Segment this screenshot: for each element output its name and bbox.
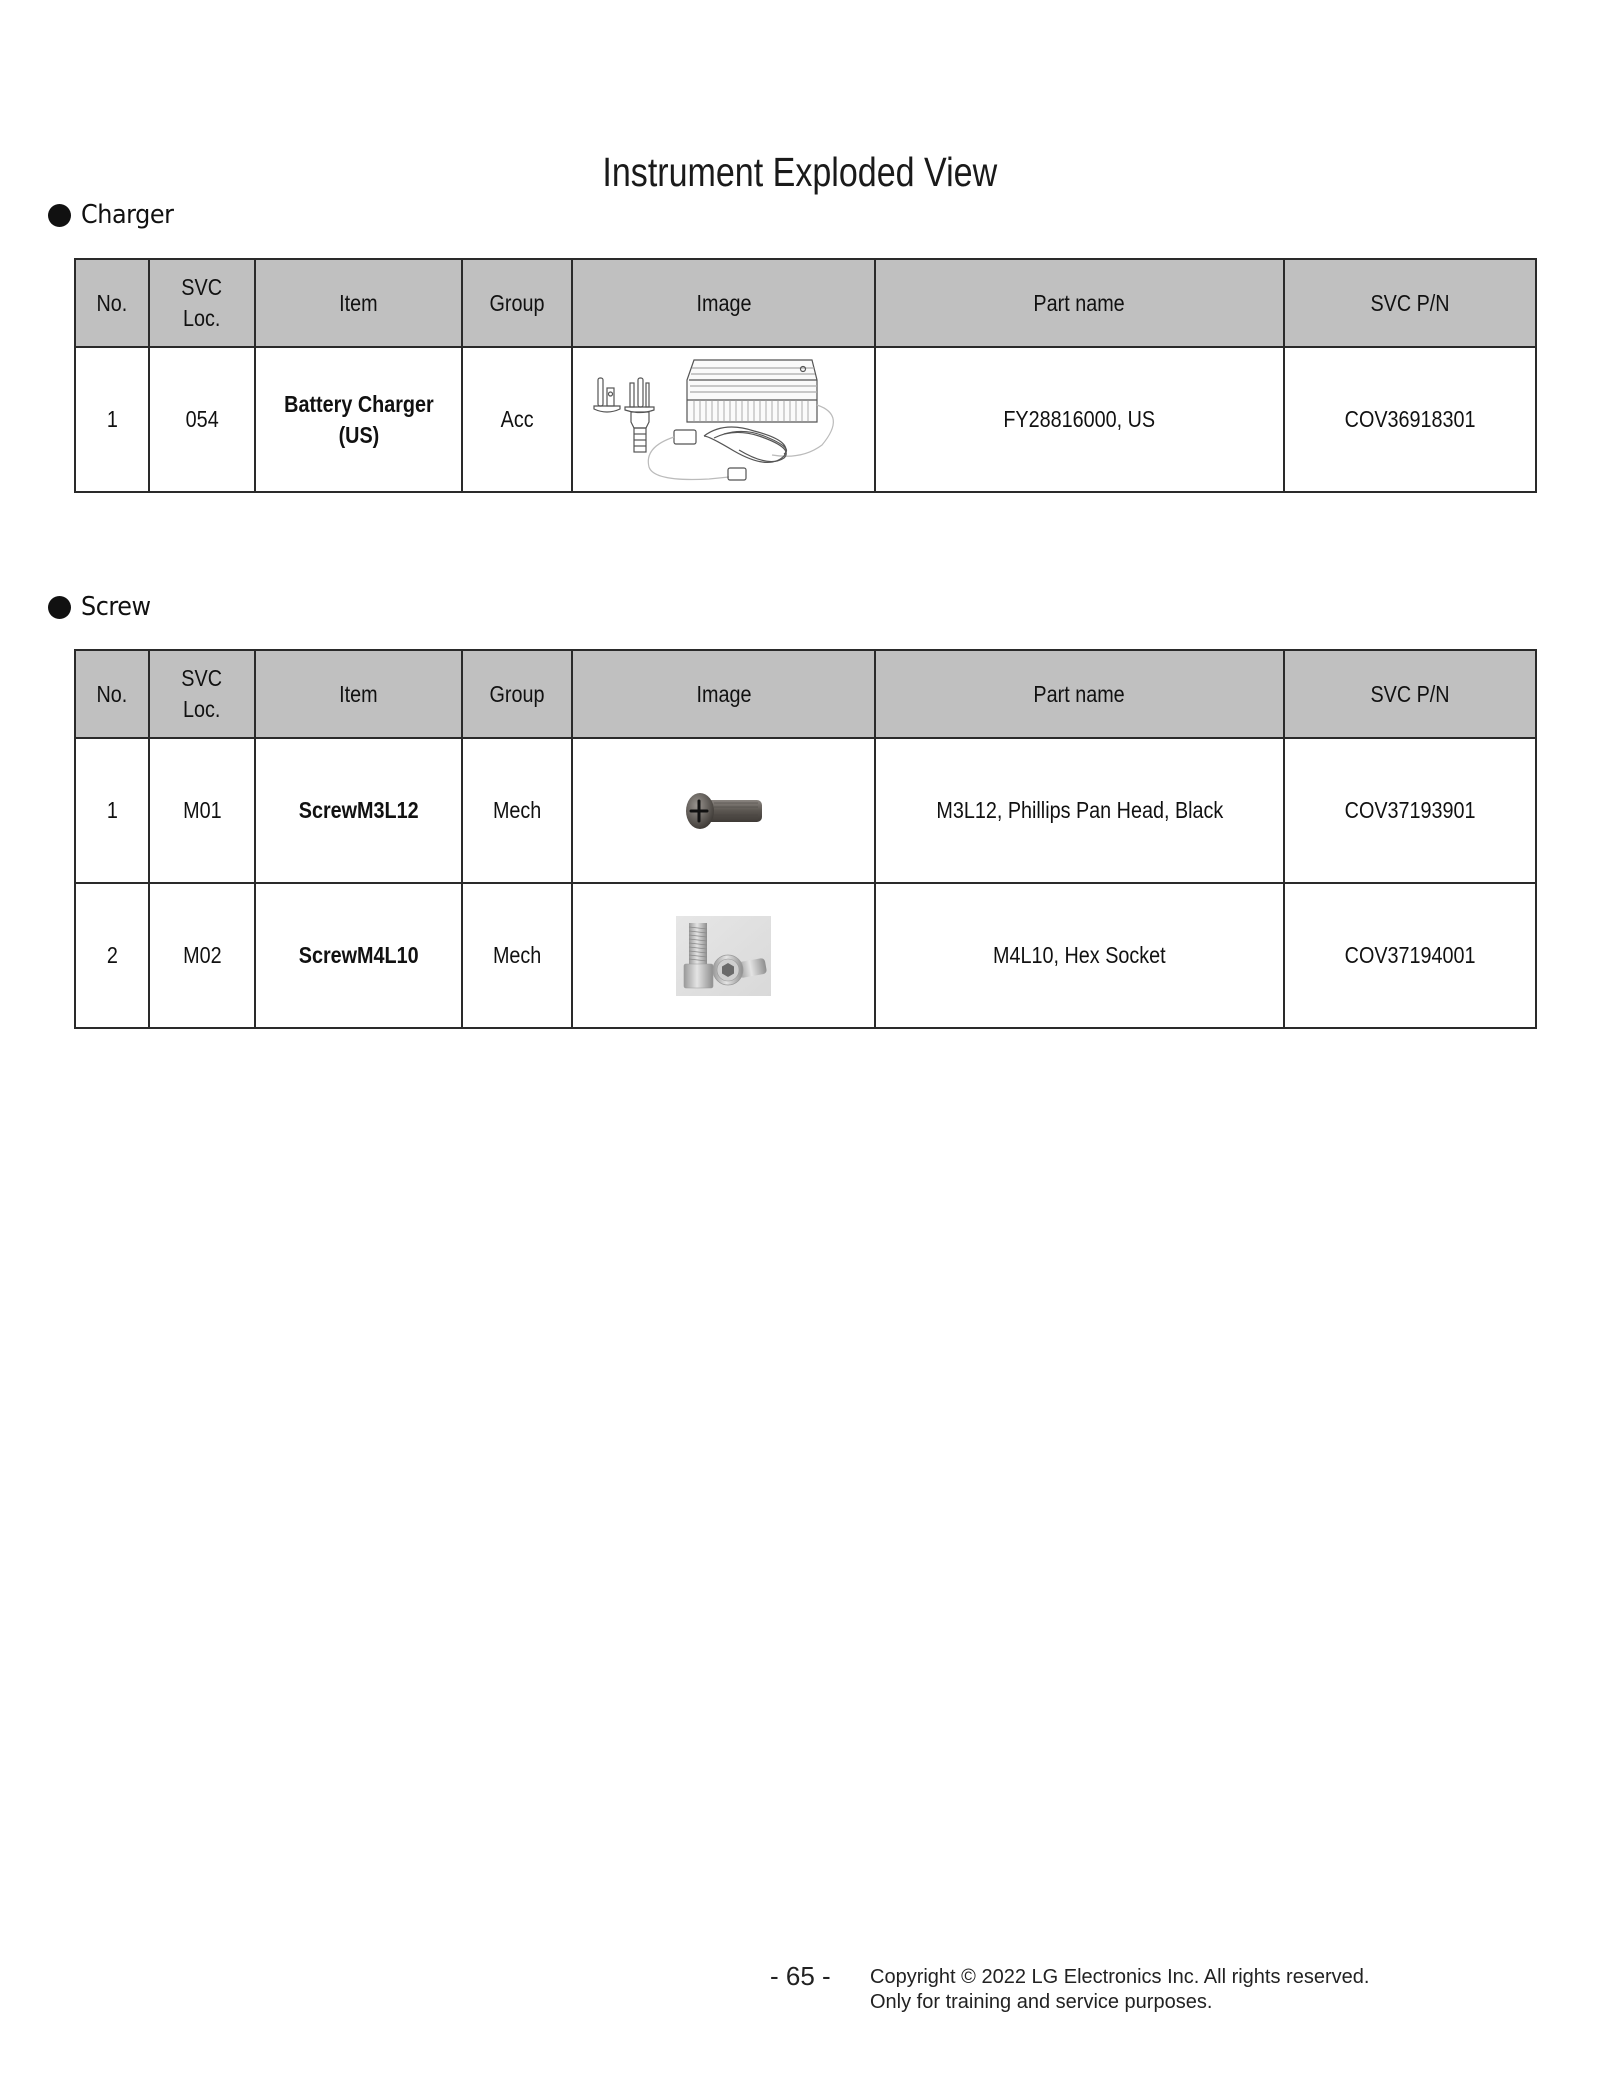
cell-image xyxy=(572,347,875,492)
cell-svc-loc: 054 xyxy=(149,347,255,492)
cell-image xyxy=(572,883,875,1028)
cell-svc-pn: COV37193901 xyxy=(1284,738,1536,883)
page-number: - 65 - xyxy=(770,1961,831,1991)
cell-item: ScrewM3L12 xyxy=(255,738,462,883)
table-header-row xyxy=(75,259,1536,347)
cell-image xyxy=(572,738,875,883)
cell-item: Battery Charger (US) xyxy=(255,347,462,492)
page-title-text: Instrument Exploded View xyxy=(602,149,998,195)
bullet-icon xyxy=(48,204,71,227)
cell-no: 2 xyxy=(75,883,149,1028)
cell-svc-pn: COV37194001 xyxy=(1284,883,1536,1028)
col-header-svc-pn: SVC P/N xyxy=(1284,650,1536,738)
cell-group: Mech xyxy=(462,738,572,883)
cell-no: 1 xyxy=(75,347,149,492)
table-row xyxy=(75,883,1536,1028)
cell-svc-loc: M01 xyxy=(149,738,255,883)
col-header-image: Image xyxy=(572,259,875,347)
col-header-group: Group xyxy=(462,259,572,347)
usage-notice-line: Only for training and service purposes. xyxy=(870,1991,1213,2013)
col-header-part-name: Part name xyxy=(875,259,1284,347)
screw-parts-table xyxy=(74,649,1537,1029)
table-row xyxy=(75,738,1536,883)
page-title xyxy=(0,148,1600,196)
section-heading-screw xyxy=(48,592,157,622)
col-header-svc-loc: SVC Loc. xyxy=(149,259,255,347)
cell-part-name: M3L12, Phillips Pan Head, Black xyxy=(875,738,1284,883)
phillips-screw-image-icon xyxy=(684,791,764,831)
col-header-image: Image xyxy=(572,650,875,738)
col-header-no: No. xyxy=(75,650,149,738)
cell-part-name: M4L10, Hex Socket xyxy=(875,883,1284,1028)
cell-part-name: FY28816000, US xyxy=(875,347,1284,492)
col-header-no: No. xyxy=(75,259,149,347)
cell-item: ScrewM4L10 xyxy=(255,883,462,1028)
copyright-line: Copyright © 2022 LG Electronics Inc. All rights reserved. xyxy=(870,1966,1370,1988)
cell-group: Mech xyxy=(462,883,572,1028)
col-header-group: Group xyxy=(462,650,572,738)
col-header-svc-loc: SVC Loc. xyxy=(149,650,255,738)
col-header-part-name: Part name xyxy=(875,650,1284,738)
col-header-item: Item xyxy=(255,259,462,347)
col-header-item: Item xyxy=(255,650,462,738)
section-heading-label: Screw xyxy=(81,592,151,622)
footer-copyright xyxy=(870,1965,1369,2015)
section-heading-charger xyxy=(48,200,182,230)
battery-charger-image-icon xyxy=(574,350,873,489)
bullet-icon xyxy=(48,596,71,619)
charger-parts-table xyxy=(74,258,1537,493)
cell-svc-pn: COV36918301 xyxy=(1284,347,1536,492)
col-header-svc-pn: SVC P/N xyxy=(1284,259,1536,347)
cell-no: 1 xyxy=(75,738,149,883)
table-row xyxy=(75,347,1536,492)
cell-svc-loc: M02 xyxy=(149,883,255,1028)
table-header-row xyxy=(75,650,1536,738)
section-heading-label: Charger xyxy=(81,200,174,230)
cell-group: Acc xyxy=(462,347,572,492)
hex-socket-screw-image-icon xyxy=(676,916,771,996)
